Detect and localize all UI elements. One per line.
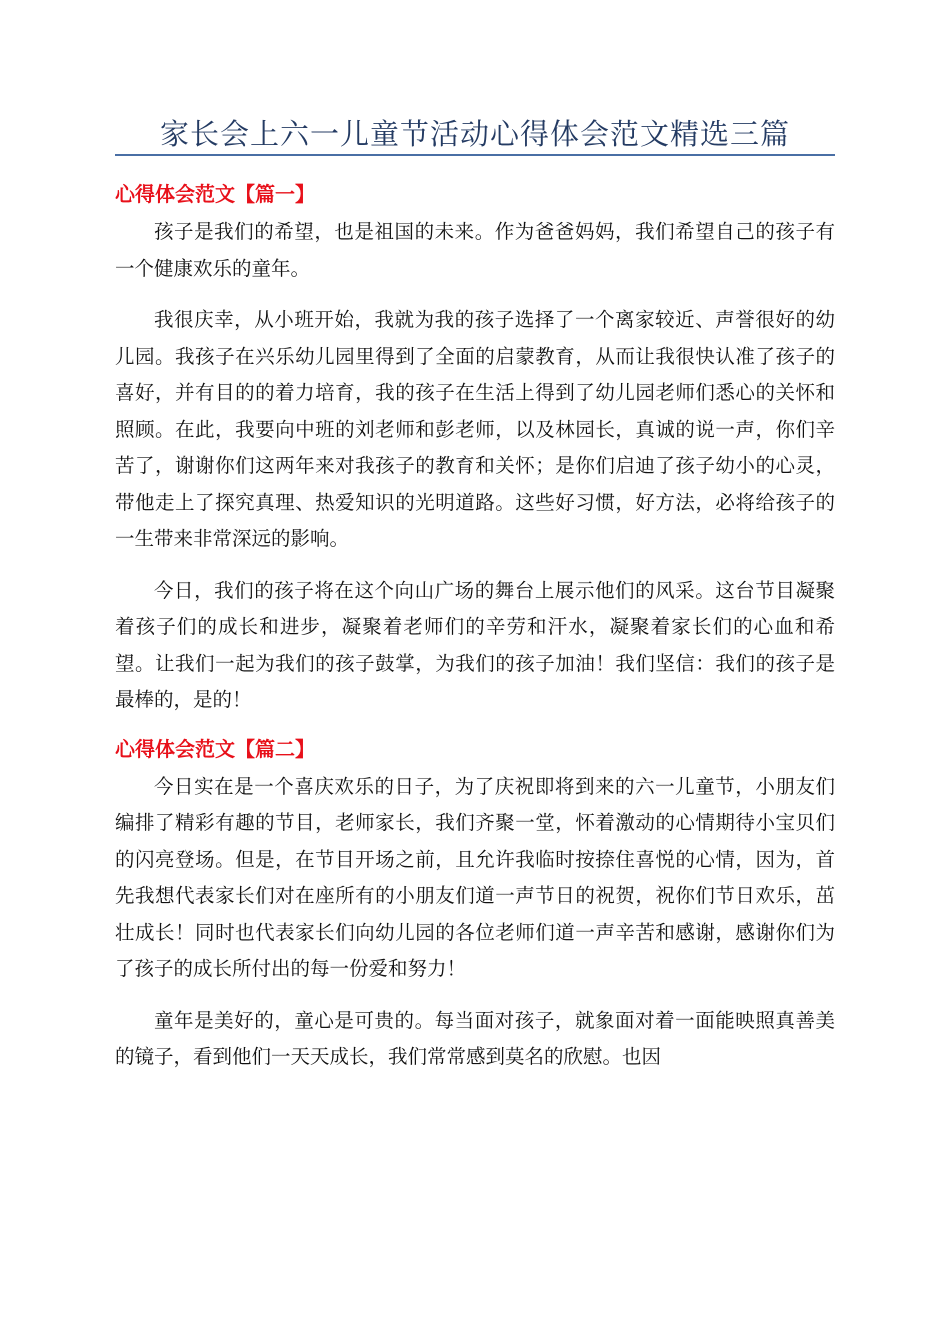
section-1	[115, 176, 835, 719]
paragraph: 今日实在是一个喜庆欢乐的日子，为了庆祝即将到来的六一儿童节，小朋友们编排了精彩有趣的节目，老师家长，我们齐聚一堂，怀着激动的心情期待小宝贝们的闪亮登场。但是，在节目开场之前，且允许我临时按捺住喜悦的心情，因为，首先我想代表家长们对在座所有的小朋友们道一声节日的祝贺，祝你们节日欢乐，茁壮成长！同时也代表家长们向幼儿园的各位老师们道一声辛苦和感谢，感谢你们为了孩子的成长所付出的每一份爱和努力！	[115, 774, 835, 980]
paragraph: 孩子是我们的希望，也是祖国的未来。作为爸爸妈妈，我们希望自己的孩子有一个健康欢乐的童年。	[115, 220, 835, 280]
paragraph: 今日，我们的孩子将在这个向山广场的舞台上展示他们的风采。这台节目凝聚着孩子们的成长和进步，凝聚着老师们的辛劳和汗水，凝聚着家长们的心血和希望。让我们一起为我们的孩子鼓掌，为我们的孩子加油！我们坚信：我们的孩子是最棒的，是的！	[115, 578, 835, 711]
section-heading: 心得体会范文【篇二】	[115, 736, 315, 761]
title-underline	[115, 154, 835, 156]
paragraph: 童年是美好的，童心是可贵的。每当面对孩子，就象面对着一面能映照真善美的镜子，看到他们一天天成长，我们常常感到莫名的欣慰。也因	[115, 1008, 835, 1068]
section-heading: 心得体会范文【篇一】	[115, 182, 315, 206]
paragraph: 我很庆幸，从小班开始，我就为我的孩子选择了一个离家较近、声誉很好的幼儿园。我孩子在兴乐幼儿园里得到了全面的启蒙教育，从而让我很快认准了孩子的喜好，并有目的的着力培育，我的孩子在生活上得到了幼儿园老师们悉心的关怀和照顾。在此，我要向中班的刘老师和彭老师，以及林园长，真诚的说一声，你们辛苦了，谢谢你们这两年来对我孩子的教育和关怀；是你们启迪了孩子幼小的心灵，带他走上了探究真理、热爱知识的光明道路。这些好习惯，好方法，必将给孩子的一生带来非常深远的影响。	[115, 308, 835, 550]
document-body	[115, 176, 835, 1091]
section-2	[115, 731, 835, 1076]
document-title: 家长会上六一儿童节活动心得体会范文精选三篇	[159, 117, 790, 151]
